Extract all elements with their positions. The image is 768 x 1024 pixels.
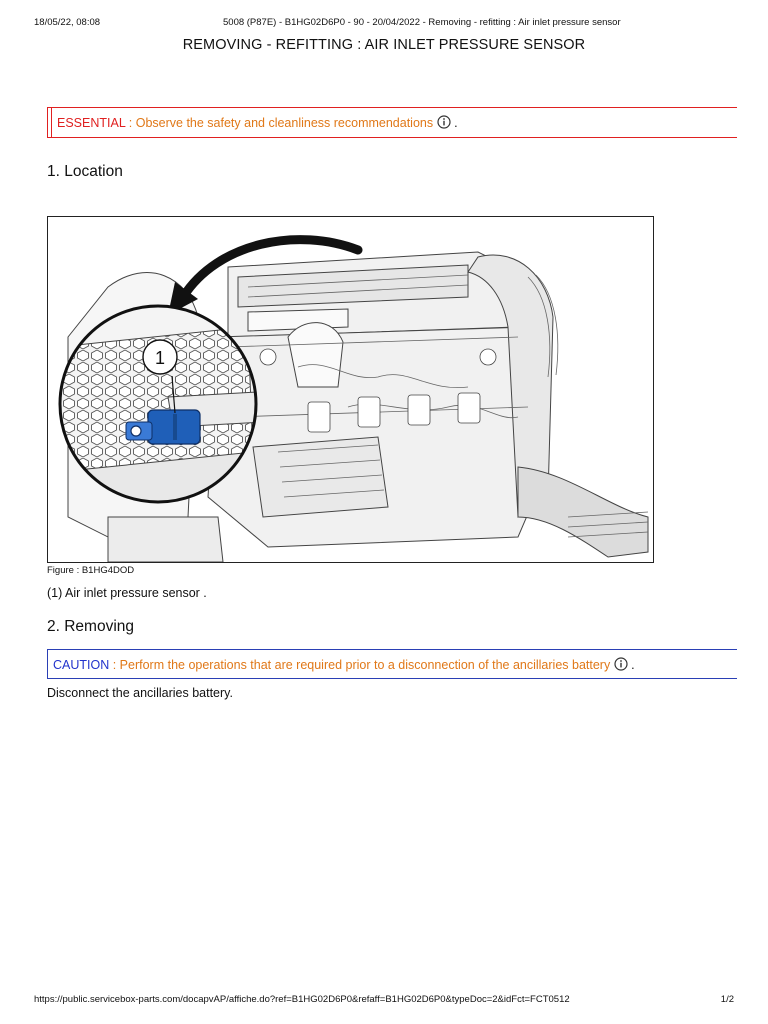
figure-legend: (1) Air inlet pressure sensor . bbox=[47, 586, 207, 600]
info-circle-icon[interactable] bbox=[437, 110, 451, 138]
print-doc-title: 5008 (P87E) - B1HG02D6P0 - 90 - 20/04/2022 - Removing - refitting : Air inlet pressure sensor bbox=[223, 17, 621, 28]
info-circle-icon[interactable] bbox=[614, 652, 628, 679]
figure-callout-1: 1 bbox=[154, 348, 166, 368]
caution-label: CAUTION bbox=[53, 658, 110, 672]
print-date: 18/05/22, 08:08 bbox=[34, 17, 101, 28]
figure-caption: Figure : B1HG4DOD bbox=[47, 565, 135, 576]
engine-figure bbox=[47, 216, 654, 563]
page-number: 1/2 bbox=[720, 994, 734, 1005]
print-url: https://public.servicebox-parts.com/docapvAP/affiche.do?ref=B1HG02D6P0&refaff=B1HG02D6P0&typeDoc=2&idFct=FCT0512 bbox=[34, 994, 570, 1005]
section-location-title: 1. Location bbox=[47, 163, 123, 180]
caution-trailing: . bbox=[627, 658, 635, 672]
caution-notice bbox=[47, 649, 737, 679]
section-removing-title: 2. Removing bbox=[47, 618, 135, 635]
caution-text: Perform the operations that are required prior to a disconnection of the ancillaries battery bbox=[119, 658, 611, 672]
essential-separator: : bbox=[125, 116, 136, 130]
caution-separator: : bbox=[109, 658, 120, 672]
essential-label: ESSENTIAL bbox=[57, 116, 126, 130]
print-header bbox=[34, 17, 734, 31]
essential-notice bbox=[47, 107, 737, 138]
instruction-text: Disconnect the ancillaries battery. bbox=[47, 686, 233, 700]
page-title: REMOVING - REFITTING : AIR INLET PRESSURE SENSOR bbox=[182, 37, 586, 53]
essential-text: Observe the safety and cleanliness recommendations bbox=[135, 116, 434, 130]
essential-trailing: . bbox=[450, 116, 458, 130]
